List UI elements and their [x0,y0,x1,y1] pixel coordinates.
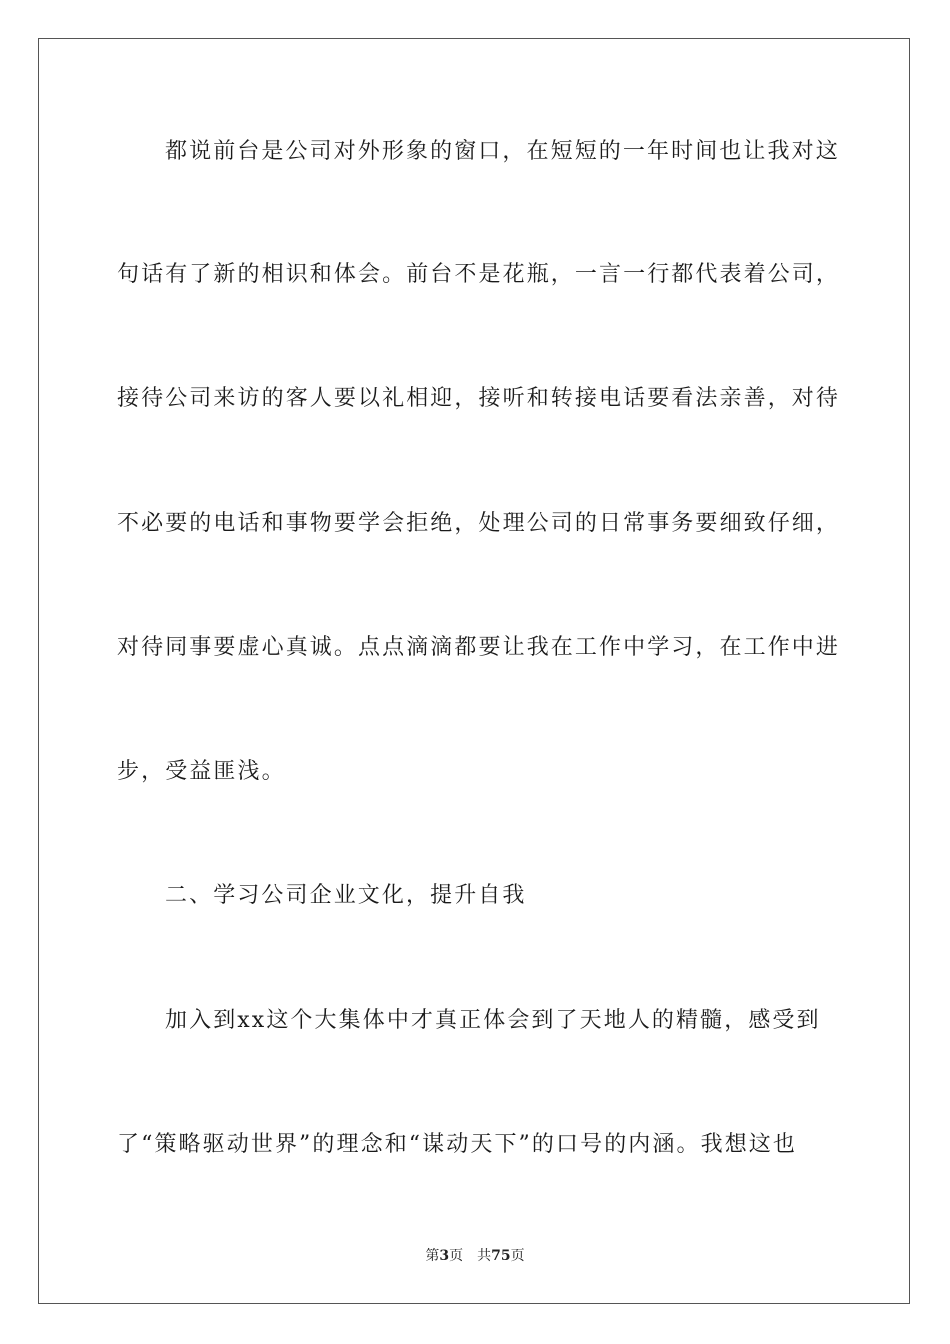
footer-total-pages: 75 [491,1248,511,1264]
body-line-3: 接待公司来访的客人要以礼相迎，接听和转接电话要看法亲善，对待 [117,386,841,411]
body-line-2: 句话有了新的相识和体会。前台不是花瓶，一言一行都代表着公司， [117,262,841,287]
body-line-4: 不必要的电话和事物要学会拒绝，处理公司的日常事务要细致仔细， [117,511,841,536]
body-line-6: 步，受益匪浅。 [117,759,286,784]
section-heading: 二、学习公司企业文化，提升自我 [165,883,527,908]
page-footer [0,1246,950,1266]
footer-page-number: 3 [439,1248,450,1264]
footer-page-suffix: 页 [449,1248,464,1264]
body-line-5: 对待同事要虚心真诚。点点滴滴都要让我在工作中学习，在工作中进 [117,635,841,660]
footer-total-prefix: 共 [477,1248,492,1264]
page-border [38,38,910,1304]
body-line-1: 都说前台是公司对外形象的窗口，在短短的一年时间也让我对这 [165,139,840,164]
body-line-8: 了“策略驱动世界”的理念和“谋动天下”的口号的内涵。我想这也 [117,1132,797,1157]
body-line-7: 加入到xx这个大集体中才真正体会到了天地人的精髓，感受到 [165,1008,821,1033]
footer-page-prefix: 第 [425,1248,440,1264]
footer-total-suffix: 页 [510,1248,525,1264]
